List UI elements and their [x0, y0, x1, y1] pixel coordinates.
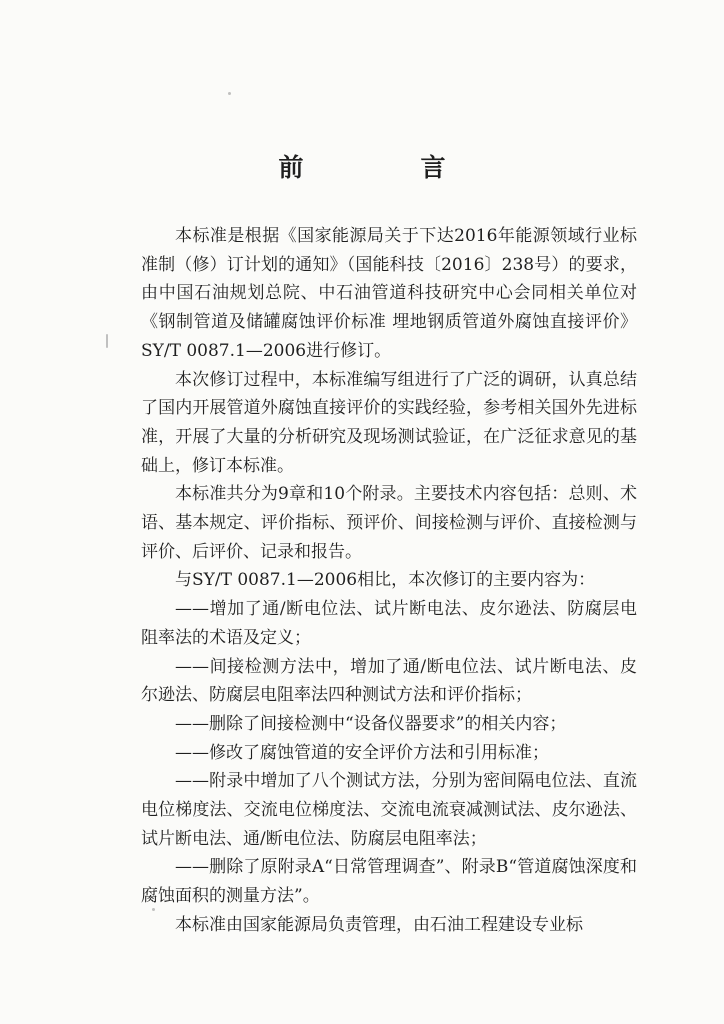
paragraph-structure: 本标准共分为9章和10个附录。主要技术内容包括：总则、术语、基本规定、评价指标、预评价、间接检测与评价、直接检测与评价、后评价、记录和报告。 [141, 484, 637, 562]
change-item-indirect-methods: ——间接检测方法中，增加了通/断电位法、试片断电法、皮尔逊法、防腐层电阻率法四种测试方法和评价指标； [141, 656, 637, 706]
paragraph-changes-intro: 与SY/T 0087.1—2006相比，本次修订的主要内容为： [175, 570, 596, 591]
scan-speck [152, 908, 155, 911]
change-item-appendix-removed: ——删除了原附录A“日常管理调查”、附录B“管道腐蚀深度和腐蚀面积的测量方法”。 [141, 857, 637, 907]
paragraph-management: 本标准由国家能源局负责管理，由石油工程建设专业标 [175, 914, 583, 935]
page-title: 前 言 [278, 153, 492, 182]
scan-speck [106, 334, 108, 348]
scan-speck [228, 92, 231, 95]
change-item-equipment-removed: ——删除了间接检测中“设备仪器要求”的相关内容； [175, 713, 567, 734]
paragraph-basis: 本标准是根据《国家能源局关于下达2016年能源领域行业标准制（修）订计划的通知》（国能科技〔2016〕238号）的要求，由中国石油规划总院、中石油管道科技研究中心会同相关单位对《钢制管道及储罐腐蚀评价标准 埋地钢质管道外腐蚀直接评价》SY/T 0087.1—2006进行修订。 [141, 226, 637, 361]
change-item-terms: ——增加了通/断电位法、试片断电法、皮尔逊法、防腐层电阻率法的术语及定义； [141, 599, 637, 648]
change-item-safety-evaluation: ——修改了腐蚀管道的安全评价方法和引用标准； [175, 742, 549, 763]
preface-body [141, 222, 637, 940]
paragraph-revision-process: 本次修订过程中，本标准编写组进行了广泛的调研，认真总结了国内开展管道外腐蚀直接评价的实践经验，参考相关国外先进标准，开展了大量的分析研究及现场测试验证，在广泛征求意见的基础上，修订本标准。 [141, 369, 637, 476]
change-item-appendix-methods: ——附录中增加了八个测试方法，分别为密间隔电位法、直流电位梯度法、交流电位梯度法、交流电流衰减测试法、皮尔逊法、试片断电法、通/断电位法、防腐层电阻率法； [141, 771, 637, 849]
